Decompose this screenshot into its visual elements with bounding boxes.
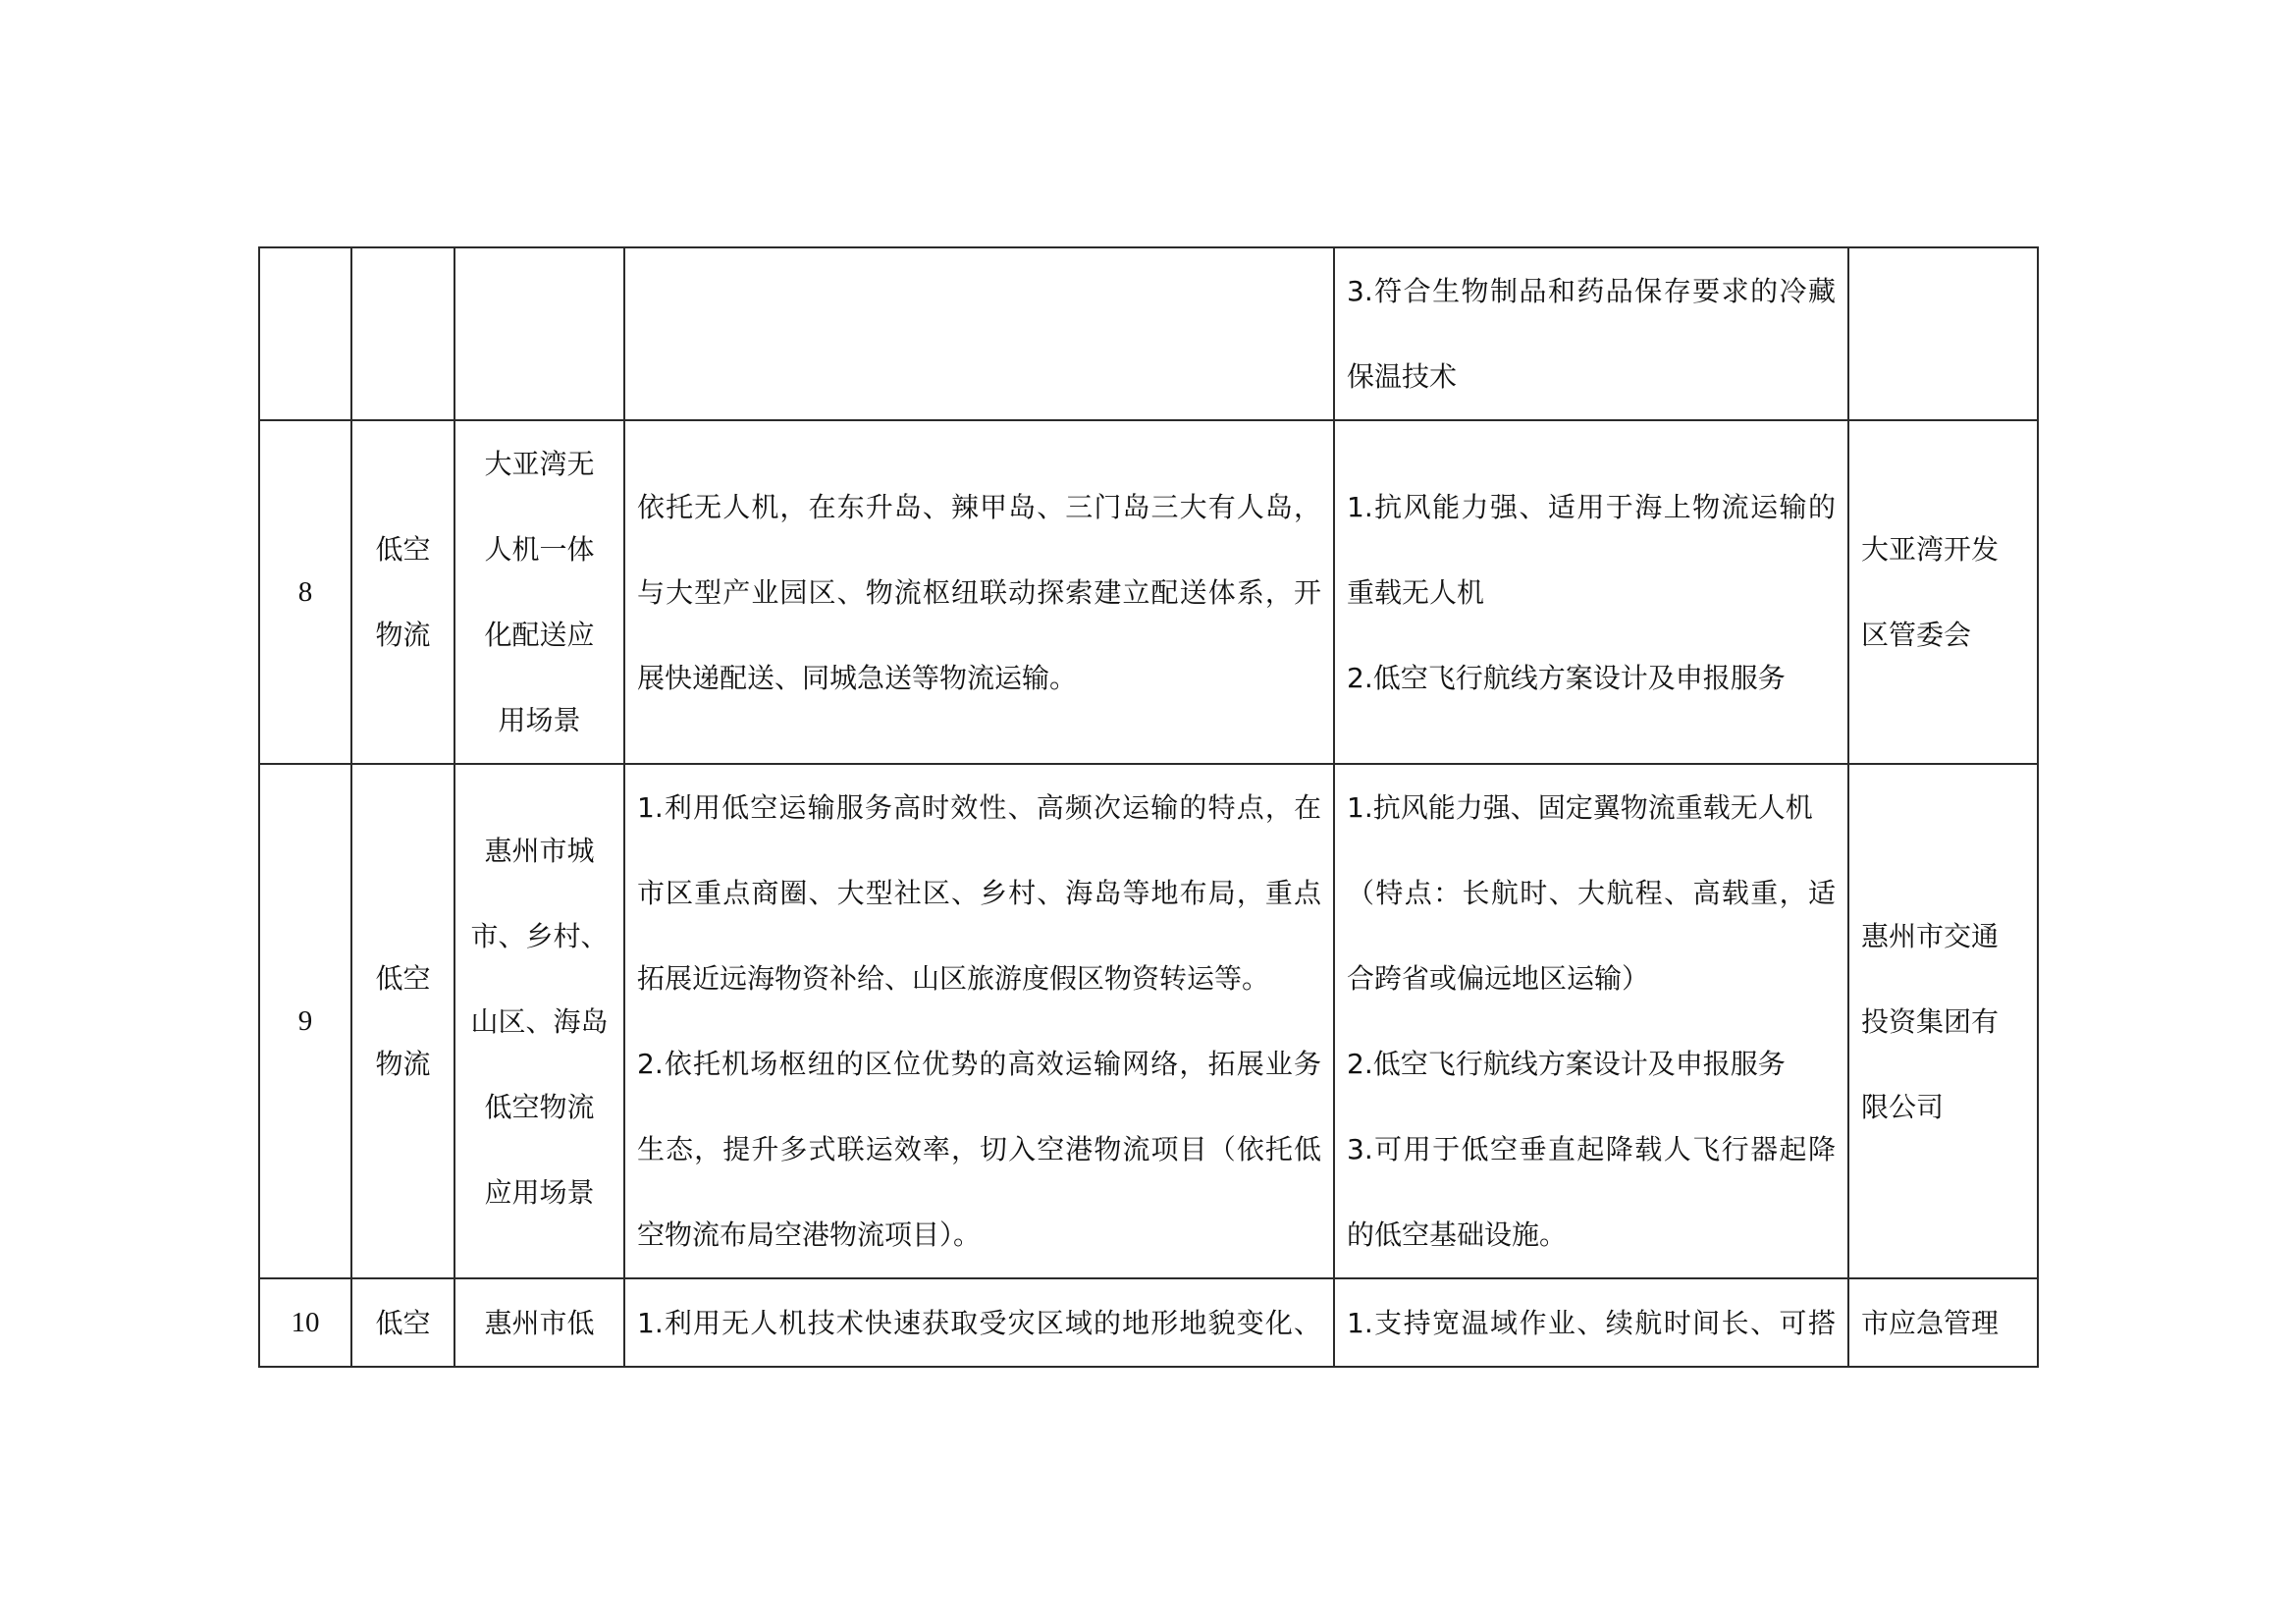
requirements-cell [1334,1278,1848,1367]
cell-text-line: 10 [291,1306,320,1338]
requirements-cell [1334,420,1848,764]
cell-text-line: 物流 [375,1048,431,1080]
scenario-name-cell [454,420,624,764]
owner-unit-cell [1848,420,2038,764]
cell-text-line: 3.符合生物制品和药品保存要求的冷藏 [1347,275,1836,307]
cell-text-line: 重载无人机 [1347,575,1485,609]
category-cell [351,420,454,764]
cell-text-line: 与大型产业园区、物流枢纽联动探索建立配送体系，开 [637,575,1321,609]
cell-text-line: 大亚湾开发 [1861,533,2000,566]
cell-text-line: 1.利用无人机技术快速获取受灾区域的地形地貌变化、 [637,1306,1321,1339]
cell-text-line: 大亚湾无 [484,448,595,480]
cell-text-line: （特点：长航时、大航程、高载重，适 [1347,877,1836,909]
cell-text-line: 2.低空飞行航线方案设计及申报服务 [1347,661,1786,694]
cell-text-line: 1.抗风能力强、适用于海上物流运输的 [1347,490,1836,523]
cell-text-line: 限公司 [1861,1090,1945,1123]
cell-text-line: 9 [297,1004,313,1037]
table-row [259,1278,2038,1367]
cell-text-line: 低空 [375,962,431,995]
cell-text-line: 市应急管理 [1861,1306,2000,1339]
cell-text-line: 惠州市交通 [1861,919,2000,952]
cell-text-line: 8 [297,575,313,608]
cell-text-line: 投资集团有 [1861,1004,2000,1038]
cell-text-line: 3.可用于低空垂直起降载人飞行器起降 [1347,1133,1836,1165]
cell-text-line: 惠州市低 [484,1306,595,1339]
category-cell [351,764,454,1278]
cell-text-line: 2.依托机场枢纽的区位优势的高效运输网络，拓展业务 [637,1048,1321,1080]
category-cell [351,1278,454,1367]
cell-text-line: 1.利用低空运输服务高时效性、高频次运输的特点，在 [637,791,1321,824]
cell-text-line: 1.支持宽温域作业、续航时间长、可搭 [1347,1306,1836,1339]
cell-text-line: 市区重点商圈、大型社区、乡村、海岛等地布局，重点 [637,877,1321,909]
table-row [259,247,2038,420]
row-number-cell [259,420,351,764]
scenario-content-cell [624,764,1334,1278]
cell-text-line: 1.抗风能力强、固定翼物流重载无人机 [1347,791,1813,824]
cell-text-line: 化配送应 [484,619,595,651]
requirements-cell [1334,764,1848,1278]
cell-text-line: 低空物流 [484,1090,595,1123]
cell-text-line: 惠州市城 [484,834,595,867]
scenario-content-cell [624,420,1334,764]
table-row [259,420,2038,764]
cell-text-line: 山区、海岛 [470,1004,609,1038]
cell-text-line: 拓展近远海物资补给、山区旅游度假区物资转运等。 [637,962,1270,995]
cell-text-line: 区管委会 [1861,619,1972,651]
scenario-name-cell [454,764,624,1278]
row-number-cell [259,247,351,420]
table-row [259,764,2038,1278]
cell-text-line: 人机一体 [484,533,595,566]
scenario-content-cell [624,1278,1334,1367]
cell-text-line: 市、乡村、 [470,919,609,952]
category-cell [351,247,454,420]
cell-text-line: 的低空基础设施。 [1347,1218,1568,1251]
cell-text-line: 展快递配送、同城急送等物流运输。 [637,661,1078,694]
cell-text-line: 低空 [375,1306,431,1339]
scenario-content-cell [624,247,1334,420]
cell-text-line: 保温技术 [1347,360,1458,393]
cell-text-line: 空物流布局空港物流项目）。 [637,1218,982,1251]
cell-text-line: 物流 [375,619,431,651]
cell-text-line: 低空 [375,533,431,566]
cell-text-line: 2.低空飞行航线方案设计及申报服务 [1347,1048,1786,1080]
cell-text-line: 合跨省或偏远地区运输） [1347,962,1650,995]
cell-text-line: 用场景 [498,704,581,736]
cell-text-line: 生态，提升多式联运效率，切入空港物流项目（依托低 [637,1133,1321,1165]
cell-text-line: 应用场景 [484,1175,595,1209]
cell-text-line: 依托无人机，在东升岛、辣甲岛、三门岛三大有人岛， [637,490,1321,523]
owner-unit-cell [1848,764,2038,1278]
requirements-cell [1334,247,1848,420]
scenario-name-cell [454,247,624,420]
scenario-name-cell [454,1278,624,1367]
row-number-cell [259,764,351,1278]
owner-unit-cell [1848,247,2038,420]
row-number-cell [259,1278,351,1367]
owner-unit-cell [1848,1278,2038,1367]
scenario-table [258,246,2039,1368]
